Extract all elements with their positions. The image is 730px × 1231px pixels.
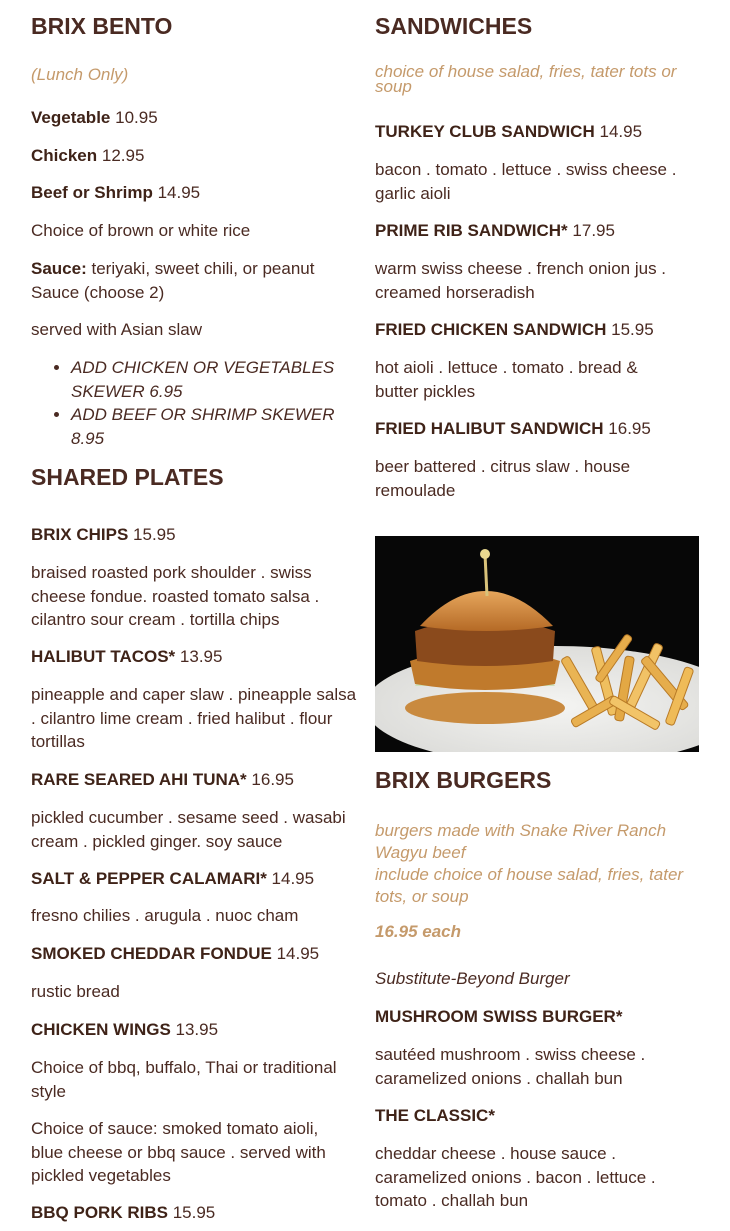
menu-item-desc: bacon . tomato . lettuce . swiss cheese . garlic aioli	[375, 160, 677, 203]
item-price: 14.95	[599, 122, 643, 141]
bento-addons	[31, 356, 367, 450]
addon-item: • ADD BEEF OR SHRIMP SKEWER 8.95	[71, 403, 367, 450]
item-price: 10.95	[115, 108, 158, 127]
menu-item-name	[31, 867, 314, 891]
item-price: 14.95	[276, 944, 320, 963]
burgers-price: 16.95 each	[375, 922, 462, 941]
shared-title: SHARED PLATES	[31, 464, 224, 490]
item-price: 13.95	[179, 647, 223, 666]
item-name: TURKEY CLUB SANDWICH	[375, 122, 595, 141]
item-name: PRIME RIB SANDWICH*	[375, 221, 568, 240]
bento-chicken	[31, 144, 144, 168]
item-price: 12.95	[101, 146, 145, 165]
menu-item-desc: pickled cucumber . sesame seed . wasabi cream . pickled ginger. soy sauce	[31, 808, 346, 851]
item-name: MUSHROOM SWISS BURGER*	[375, 1007, 623, 1026]
menu-item-name	[375, 219, 615, 243]
menu-item-name	[375, 318, 654, 342]
burger-fries-illustration	[375, 536, 699, 752]
menu-item-desc: braised roasted pork shoulder . swiss cheese fondue. roasted tomato salsa . cilantro sour cream . tortilla chips	[31, 563, 320, 629]
item-name: HALIBUT TACOS*	[31, 647, 176, 666]
menu-item-desc: beer battered . citrus slaw . house remoulade	[375, 457, 631, 500]
menu-item-desc: cheddar cheese . house sauce . caramelized onions . bacon . lettuce . tomato . challah bun	[375, 1144, 656, 1210]
menu-item-name	[31, 768, 294, 792]
bento-vegetable	[31, 106, 158, 130]
item-name: Vegetable	[31, 108, 111, 127]
menu-item-desc: hot aioli . lettuce . tomato . bread & butter pickles	[375, 358, 638, 401]
item-price: 17.95	[572, 221, 615, 240]
menu-item-name	[31, 523, 176, 547]
item-name: RARE SEARED AHI TUNA*	[31, 770, 247, 789]
item-name: SMOKED CHEDDAR FONDUE	[31, 944, 272, 963]
bento-beef	[31, 181, 200, 205]
item-name: FRIED CHICKEN SANDWICH	[375, 320, 607, 339]
menu-item-name	[375, 1104, 495, 1128]
menu-item-name	[375, 1005, 622, 1029]
menu-item-desc: Choice of sauce: smoked tomato aioli, blue cheese or bbq sauce . served with pickled vegetables	[31, 1119, 326, 1185]
item-name: CHICKEN WINGS	[31, 1020, 171, 1039]
item-name: BBQ PORK RIBS	[31, 1203, 168, 1222]
menu-item-desc: sautéed mushroom . swiss cheese . caramelized onions . challah bun	[375, 1045, 646, 1088]
item-price: 15.95	[133, 525, 176, 544]
burgers-note-2: include choice of house salad, fries, tater tots, or soup	[375, 865, 684, 906]
menu-item-name	[31, 1201, 215, 1225]
menu-item-desc: rustic bread	[31, 982, 120, 1001]
burgers-title: BRIX BURGERS	[375, 767, 552, 793]
item-price: 16.95	[608, 419, 651, 438]
burgers-substitute: Substitute-Beyond Burger	[375, 969, 570, 988]
item-name: THE CLASSIC*	[375, 1106, 495, 1125]
burgers-note-1: burgers made with Snake River Ranch Wagyu beef	[375, 821, 667, 862]
addon-item: • ADD CHICKEN OR VEGETABLES SKEWER 6.95	[71, 356, 367, 403]
item-price: 13.95	[175, 1020, 219, 1039]
menu-item-desc: warm swiss cheese . french onion jus . creamed horseradish	[375, 259, 667, 302]
item-price: 15.95	[172, 1203, 216, 1222]
sandwiches-title: SANDWICHES	[375, 13, 533, 39]
item-price: 16.95	[251, 770, 294, 789]
item-name: Beef or Shrimp	[31, 183, 153, 202]
item-name: BRIX CHIPS	[31, 525, 129, 544]
sauce-label: Sauce:	[31, 259, 87, 278]
bento-slaw: served with Asian slaw	[31, 320, 203, 339]
menu-item-desc: pineapple and caper slaw . pineapple salsa . cilantro lime cream . fried halibut . flour tortillas	[31, 685, 357, 751]
bento-title: BRIX BENTO	[31, 13, 173, 39]
item-name: SALT & PEPPER CALAMARI*	[31, 869, 267, 888]
menu-item-name	[31, 1018, 218, 1042]
menu-item-name	[31, 645, 222, 669]
bento-sauce	[31, 257, 341, 304]
burger-photo	[375, 536, 699, 752]
sandwiches-note: choice of house salad, fries, tater tots or soup	[375, 62, 677, 96]
menu-item-desc: fresno chilies . arugula . nuoc cham	[31, 906, 299, 925]
item-price: 15.95	[611, 320, 654, 339]
menu-item-name	[375, 417, 651, 441]
sauce-text: teriyaki, sweet chili, or peanut Sauce (choose 2)	[31, 259, 315, 302]
bento-note: (Lunch Only)	[31, 65, 129, 84]
item-price: 14.95	[271, 869, 315, 888]
item-name: Chicken	[31, 146, 98, 165]
bento-rice: Choice of brown or white rice	[31, 221, 251, 240]
item-price: 14.95	[157, 183, 201, 202]
menu-item-desc: Choice of bbq, buffalo, Thai or traditional style	[31, 1058, 337, 1101]
item-name: FRIED HALIBUT SANDWICH	[375, 419, 604, 438]
menu-item-name	[31, 942, 319, 966]
menu-item-name	[375, 120, 642, 144]
